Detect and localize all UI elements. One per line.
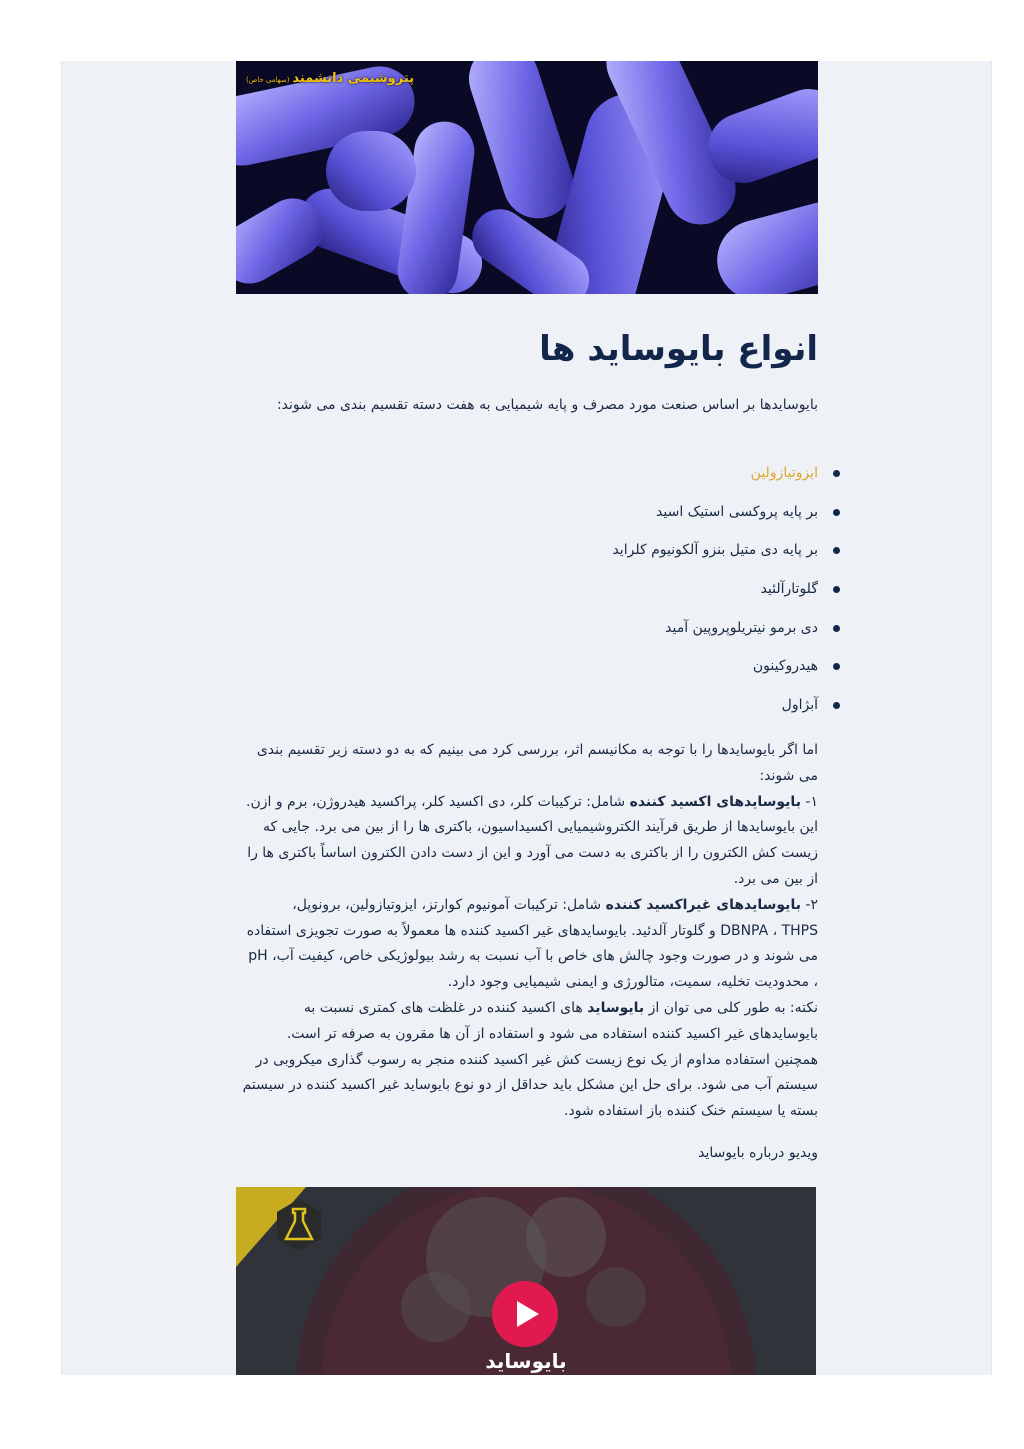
biocide-types-list [236,461,818,732]
bullet-icon [833,586,840,593]
nonoxidizing-label: بایوسایدهای غیراکسید کننده [605,896,801,913]
article-page [61,61,992,1375]
list-item: بر پایه پروکسی استیک اسید [236,500,818,539]
list-item: بر پایه دی متیل بنزو آلکونیوم کلراید [236,538,818,577]
bullet-icon [833,470,840,477]
bullet-icon [833,547,840,554]
bullet-icon [833,702,840,709]
bullet-icon [833,625,840,632]
list-item: آبژاول [236,693,818,732]
biocide-link: بایوساید [587,999,645,1016]
list-item: هیدروکینون [236,654,818,693]
flask-logo-icon [274,1197,324,1253]
article-heading: انواع بایوساید ها [539,329,818,369]
bullet-icon [833,509,840,516]
list-item: گلوتارآلئید [236,577,818,616]
video-title: بایوساید [485,1349,567,1373]
video-player[interactable] [236,1187,816,1375]
bullet-icon [833,663,840,670]
brand-watermark: پتروشیمی دانشمند(سهامی خاص) [246,71,415,86]
list-item: دی برمو نیتریلوپروپین آمید [236,616,818,655]
play-icon [517,1301,539,1327]
intro-paragraph: بایوسایدها بر اساس صنعت مورد مصرف و پایه شیمیایی به هفت دسته تقسیم بندی می شوند: [276,397,818,413]
list-item[interactable] [236,461,818,500]
isothiazolinone-link[interactable]: ایزوتیازولین [750,465,818,481]
mechanism-paragraph: اما اگر بایوسایدها را با توجه به مکانیسم اثر، بررسی کرد می بینیم که به دو دسته زیر تقسیم بندی می شوند: ۱- بایوسایدهای اکسید کننده شامل: ترکیبات کلر، دی اکسید کلر، پراکسید هیدروژن، برم و ازن. این بایوسایدها از طریق فرآیند الکتروشیمیایی اکسیداسیون، باکتری ها را از بین می برد. جایی که زیست کش الکترون را از باکتری به دست می آورد و این از دست دادن الکترون اساساً باکتری ها را از بین می برد. ۲- بایوسایدهای غیراکسید کننده شامل: ترکیبات آمونیوم کوارتز، ایزوتیازولین، برونوپل، DBNPA ، THPS و گلوتار آلدئید. بایوسایدهای غیر اکسید کننده ها معمولاً به صورت تجویزی استفاده می شوند و در صورت وجود چالش های خاص با آب نسبت به رشد بیولوژیکی خاص، کیفیت آب، pH ، محدودیت تخلیه، سمیت، متالورژی و ایمنی شیمیایی وجود دارد. نکته: به طور کلی می توان از بایوساید های اکسید کننده در غلظت های کمتری نسبت به بایوسایدهای غیر اکسید کننده استفاده می شود و استفاده از آن ها مقرون به صرفه تر است. همچنین استفاده مداوم از یک نوع زیست کش غیر اکسید کننده منجر به رسوب گذاری میکروبی در سیستم آب می شود. برای حل این مشکل باید حداقل از دو نوع بایوساید غیر اکسید کننده در سیستم بسته یا سیستم خنک کننده باز استفاده شود. [242,742,818,1120]
video-caption: ویدیو درباره بایوساید [698,1145,818,1161]
oxidizing-label: بایوسایدهای اکسید کننده [629,793,801,810]
play-button[interactable] [492,1281,558,1347]
